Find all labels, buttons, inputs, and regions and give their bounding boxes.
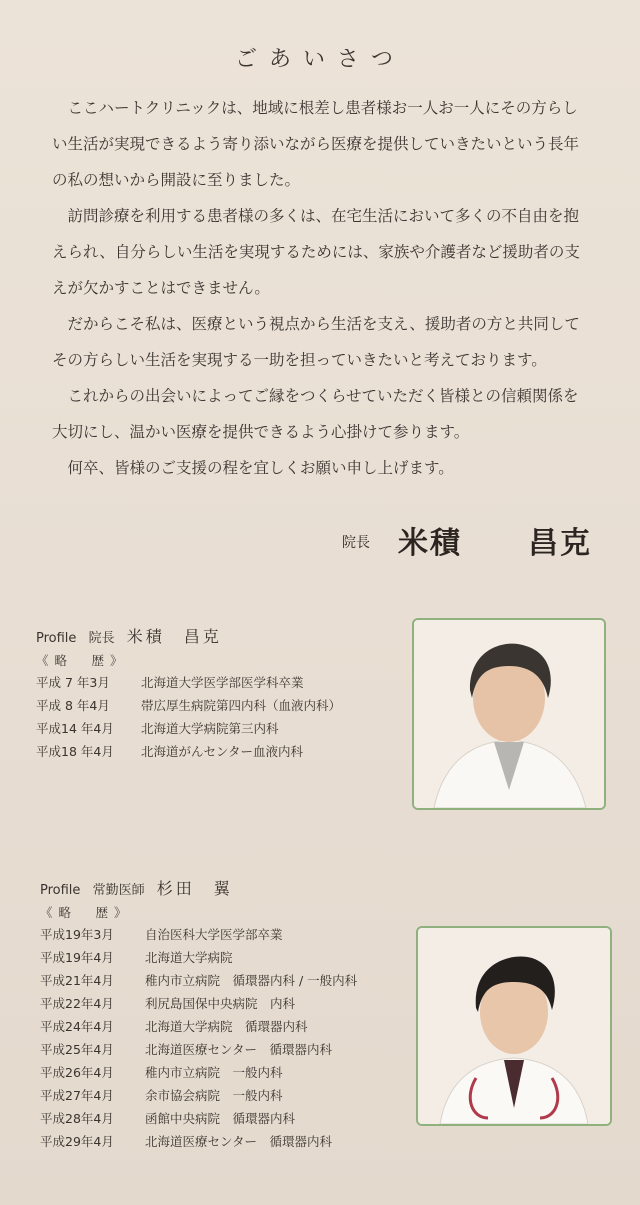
history-date: 平成19年3月 [40,927,114,942]
history-item [36,717,341,740]
history-item [40,992,357,1015]
history-item [40,946,357,969]
history-item [40,923,357,946]
history-text: 自治医科大学医学部卒業 [145,927,283,942]
history-list [40,923,357,1153]
history-text: 北海道大学病院第三内科 [141,721,279,736]
signature-role: 院長 [342,535,370,551]
history-text: 北海道大学医学部医学科卒業 [141,675,304,690]
profile-header [36,624,341,647]
profile-name: 杉田 翼 [156,879,233,898]
history-item [36,671,341,694]
history-text: 北海道がんセンター血液内科 [141,744,304,759]
history-date: 平成24年4月 [40,1019,114,1034]
profile-director [36,624,341,763]
profile-label: Profile [40,883,81,898]
director-portrait-image [414,620,604,808]
greeting-paragraph-2: 訪問診療を利用する患者様の多くは、在宅生活において多くの不自由を抱えられ、自分らしい生活を実現するためには、家族や介護者など援助者の支えが欠かすことはできません。 [52,207,580,297]
history-date: 平成19年4月 [40,950,114,965]
history-text: 北海道大学病院 [145,950,233,965]
director-photo [412,618,606,810]
history-date: 平成26年4月 [40,1065,114,1080]
history-date: 平成29年4月 [40,1134,114,1149]
history-label: 《略 歴》 [36,653,129,668]
greeting-paragraph-4: これからの出会いによってご縁をつくらせていただく皆様との信頼関係を大切にし、温かい医療を提供できるよう心掛けて参ります。 [52,387,579,441]
signature-given-name: 昌克 [528,526,592,561]
profile-role: 院長 [88,631,115,646]
history-date: 平成25年4月 [40,1042,114,1057]
history-item [40,1038,357,1061]
history-date: 平成 7 年3月 [36,675,110,690]
history-text: 稚内市立病院 一般内科 [145,1065,283,1080]
history-date: 平成22年4月 [40,996,114,1011]
history-list [36,671,341,763]
greeting-paragraph-5: 何卒、皆様のご支援の程を宜しくお願い申し上げます。 [52,459,454,477]
history-item [40,969,357,992]
greeting-paragraph-3: だからこそ私は、医療という視点から生活を支え、援助者の方と共同してその方らしい生活を実現する一助を担っていきたいと考えております。 [52,315,580,369]
history-item [36,740,341,763]
profile-header [40,876,357,899]
greeting-paragraph-1: ここハートクリニックは、地域に根差し患者様お一人お一人にその方らしい生活が実現できるよう寄り添いながら医療を提供していきたいという長年の私の想いから開設に至りました。 [52,99,580,189]
greeting-title: ごあいさつ [234,47,405,72]
history-text: 稚内市立病院 循環器内科 / 一般内科 [145,973,358,988]
history-item [40,1015,357,1038]
history-label: 《略 歴》 [40,905,133,920]
history-text: 余市協会病院 一般内科 [145,1088,283,1103]
history-date: 平成27年4月 [40,1088,114,1103]
history-item [40,1084,357,1107]
profile-label: Profile [36,631,77,646]
history-item [40,1107,357,1130]
history-date: 平成 8 年4月 [36,698,110,713]
history-date: 平成18 年4月 [36,744,114,759]
staff-doctor-photo [416,926,612,1126]
signature-family-name: 米積 [398,526,462,561]
history-text: 帯広厚生病院第四内科（血液内科） [141,698,342,713]
history-text: 北海道医療センター 循環器内科 [145,1134,333,1149]
history-item [36,694,341,717]
history-text: 北海道大学病院 循環器内科 [145,1019,308,1034]
profile-name: 米積 昌克 [126,627,222,646]
history-text: 函館中央病院 循環器内科 [145,1111,296,1126]
staff-doctor-portrait-image [418,928,610,1124]
history-text: 北海道医療センター 循環器内科 [145,1042,333,1057]
profile-staff-doctor [40,876,357,1153]
history-text: 利尻島国保中央病院 内科 [145,996,296,1011]
history-date: 平成14 年4月 [36,721,114,736]
profile-role: 常勤医師 [92,883,145,898]
history-item [40,1061,357,1084]
history-date: 平成28年4月 [40,1111,114,1126]
history-item [40,1130,357,1153]
history-date: 平成21年4月 [40,973,114,988]
